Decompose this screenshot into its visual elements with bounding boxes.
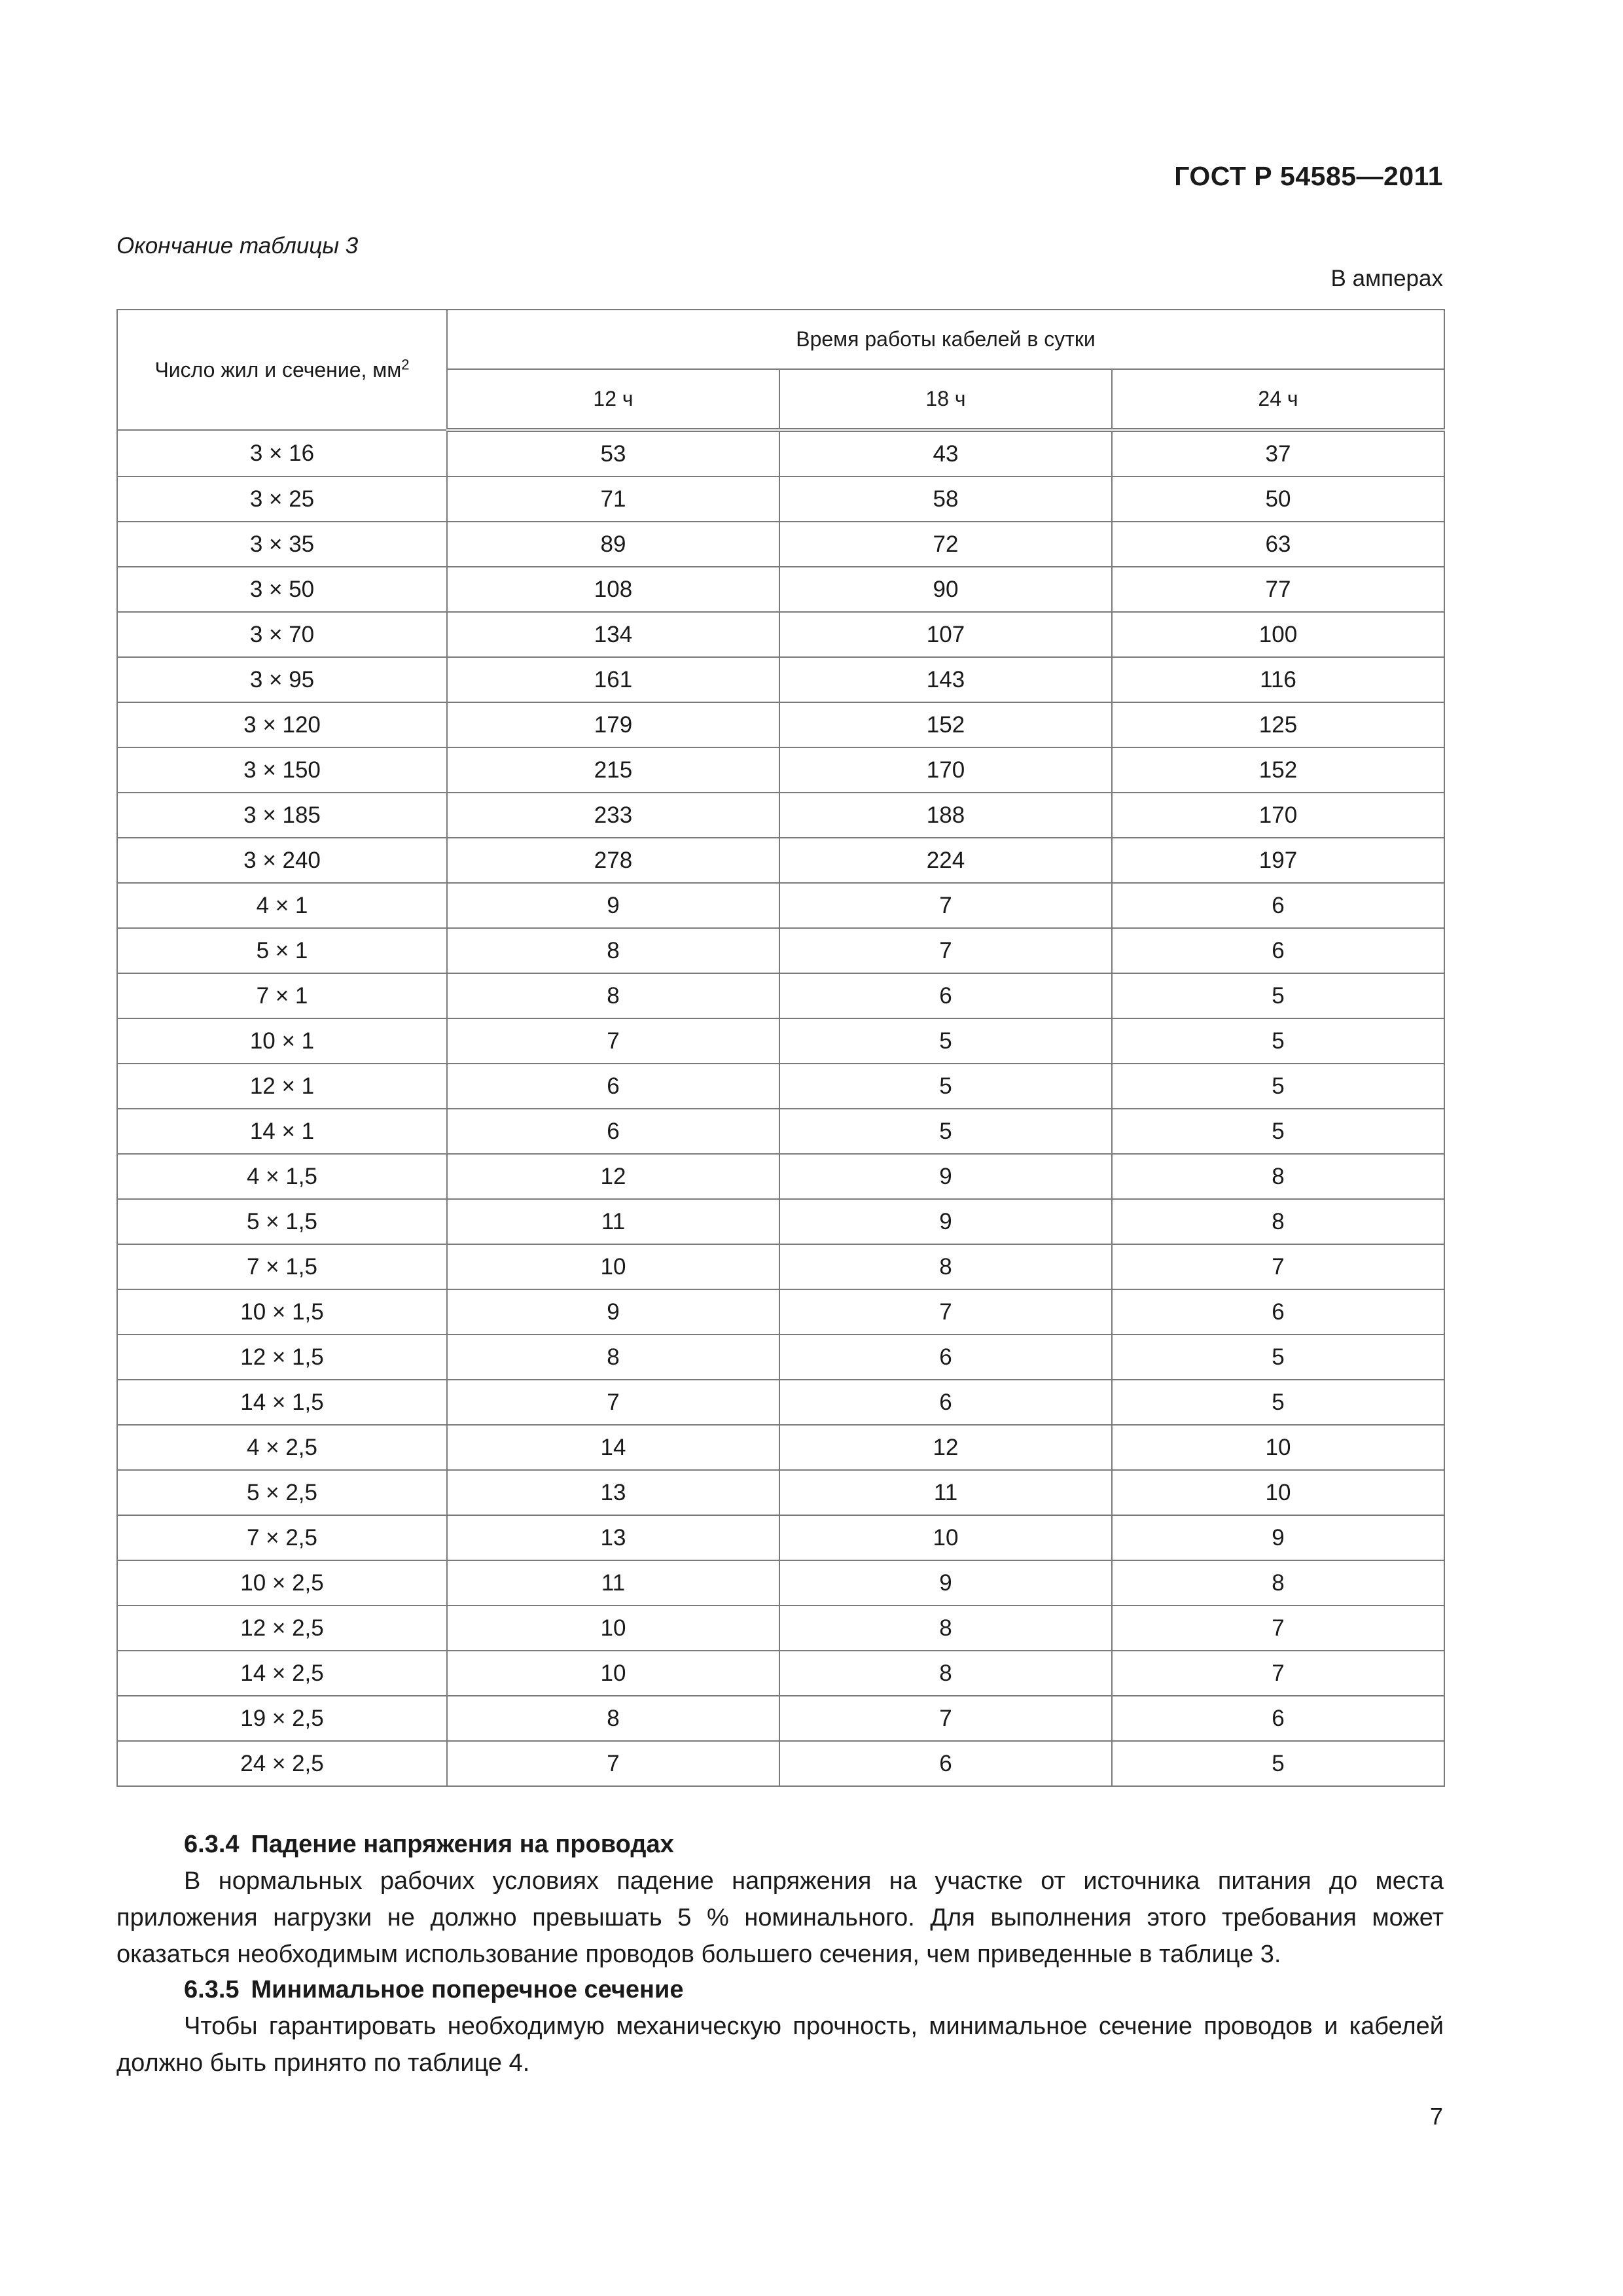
cell-current-value: 5	[1112, 1109, 1444, 1154]
cell-current-value: 7	[447, 1018, 779, 1064]
table-caption: Окончание таблицы 3	[116, 233, 359, 259]
cell-current-value: 11	[447, 1199, 779, 1244]
cell-conductor-size: 7 × 1,5	[117, 1244, 447, 1289]
cell-current-value: 72	[779, 522, 1112, 567]
cell-current-value: 6	[1112, 1696, 1444, 1741]
table-row	[117, 883, 1444, 928]
cell-current-value: 100	[1112, 612, 1444, 657]
cell-current-value: 8	[1112, 1199, 1444, 1244]
cell-current-value: 12	[779, 1425, 1112, 1470]
cell-current-value: 10	[779, 1515, 1112, 1560]
cell-current-value: 9	[779, 1199, 1112, 1244]
page-number: 7	[1429, 2103, 1443, 2130]
cell-conductor-size: 10 × 1,5	[117, 1289, 447, 1335]
cell-current-value: 10	[1112, 1470, 1444, 1515]
cell-conductor-size: 3 × 50	[117, 567, 447, 612]
cell-current-value: 6	[779, 1741, 1112, 1786]
table-row	[117, 430, 1444, 476]
cell-current-value: 13	[447, 1515, 779, 1560]
cell-conductor-size: 4 × 1	[117, 883, 447, 928]
cell-current-value: 8	[447, 973, 779, 1018]
table-row	[117, 657, 1444, 702]
cell-current-value: 215	[447, 747, 779, 793]
cell-current-value: 8	[779, 1651, 1112, 1696]
cell-current-value: 9	[447, 1289, 779, 1335]
cell-conductor-size: 3 × 95	[117, 657, 447, 702]
row-header-label: Число жил и сечение, мм	[154, 357, 402, 382]
cell-conductor-size: 12 × 1	[117, 1064, 447, 1109]
cell-conductor-size: 19 × 2,5	[117, 1696, 447, 1741]
table-row	[117, 1289, 1444, 1335]
table-row	[117, 612, 1444, 657]
table-row	[117, 1470, 1444, 1515]
cell-current-value: 152	[779, 702, 1112, 747]
cell-current-value: 170	[1112, 793, 1444, 838]
table-row	[117, 1064, 1444, 1109]
section-paragraph: В нормальных рабочих условиях падение напряжения на участке от источника питания до места приложения нагрузки не должно превышать 5 % номинального. Для выполнения этого требования может оказаться необходимым использование проводов большего сечения, чем приведенные в таблице 3.	[116, 1867, 1444, 1968]
section-6-3-5	[116, 1971, 1444, 2081]
cell-current-value: 5	[779, 1018, 1112, 1064]
cell-conductor-size: 10 × 1	[117, 1018, 447, 1064]
cell-current-value: 8	[779, 1605, 1112, 1651]
section-number: 6.3.4	[184, 1831, 240, 1858]
cell-current-value: 9	[779, 1560, 1112, 1605]
cell-current-value: 9	[1112, 1515, 1444, 1560]
table-row	[117, 1380, 1444, 1425]
section-paragraph: Чтобы гарантировать необходимую механическую прочность, минимальное сечение проводов и кабелей должно быть принято по таблице 4.	[116, 2013, 1444, 2077]
row-header-superscript: 2	[401, 355, 410, 372]
cell-current-value: 7	[779, 1696, 1112, 1741]
cell-conductor-size: 10 × 2,5	[117, 1560, 447, 1605]
cell-current-value: 278	[447, 838, 779, 883]
cell-current-value: 11	[447, 1560, 779, 1605]
table-row	[117, 1154, 1444, 1199]
cell-conductor-size: 3 × 120	[117, 702, 447, 747]
cell-current-value: 6	[1112, 928, 1444, 973]
cell-current-value: 90	[779, 567, 1112, 612]
cell-conductor-size: 3 × 25	[117, 476, 447, 522]
cell-current-value: 224	[779, 838, 1112, 883]
cell-current-value: 197	[1112, 838, 1444, 883]
cell-conductor-size: 3 × 150	[117, 747, 447, 793]
section-6-3-4	[116, 1826, 1444, 1973]
table-row	[117, 1605, 1444, 1651]
cell-current-value: 9	[779, 1154, 1112, 1199]
cell-current-value: 107	[779, 612, 1112, 657]
cell-current-value: 7	[779, 883, 1112, 928]
group-header: Время работы кабелей в сутки	[447, 310, 1444, 369]
cell-current-value: 58	[779, 476, 1112, 522]
table-row	[117, 838, 1444, 883]
table-row	[117, 928, 1444, 973]
table-row	[117, 522, 1444, 567]
cell-current-value: 7	[779, 928, 1112, 973]
column-header: 24 ч	[1112, 369, 1444, 430]
table-units: В амперах	[1330, 266, 1443, 291]
cell-conductor-size: 12 × 2,5	[117, 1605, 447, 1651]
section-heading	[116, 1971, 1444, 2008]
cell-current-value: 6	[447, 1064, 779, 1109]
cell-current-value: 5	[779, 1064, 1112, 1109]
cell-conductor-size: 3 × 240	[117, 838, 447, 883]
cell-conductor-size: 14 × 2,5	[117, 1651, 447, 1696]
cell-current-value: 5	[1112, 1018, 1444, 1064]
cell-current-value: 5	[1112, 973, 1444, 1018]
cell-current-value: 8	[1112, 1560, 1444, 1605]
table-row	[117, 1515, 1444, 1560]
table-row	[117, 1560, 1444, 1605]
section-number: 6.3.5	[184, 1976, 240, 2003]
cell-current-value: 10	[447, 1244, 779, 1289]
table-row	[117, 793, 1444, 838]
table-row	[117, 973, 1444, 1018]
cell-current-value: 134	[447, 612, 779, 657]
cell-conductor-size: 3 × 16	[117, 430, 447, 476]
cell-current-value: 6	[779, 1380, 1112, 1425]
table-row	[117, 1244, 1444, 1289]
row-header-cell	[117, 310, 447, 430]
cell-current-value: 37	[1112, 430, 1444, 476]
cell-current-value: 10	[447, 1605, 779, 1651]
cell-conductor-size: 7 × 1	[117, 973, 447, 1018]
cell-conductor-size: 24 × 2,5	[117, 1741, 447, 1786]
table-body	[117, 430, 1444, 1786]
cell-conductor-size: 7 × 2,5	[117, 1515, 447, 1560]
cell-current-value: 6	[447, 1109, 779, 1154]
cell-current-value: 5	[1112, 1380, 1444, 1425]
cell-current-value: 89	[447, 522, 779, 567]
cell-conductor-size: 14 × 1,5	[117, 1380, 447, 1425]
table-row	[117, 1335, 1444, 1380]
cell-current-value: 116	[1112, 657, 1444, 702]
cell-current-value: 8	[447, 928, 779, 973]
cell-conductor-size: 5 × 1,5	[117, 1199, 447, 1244]
cell-current-value: 6	[779, 1335, 1112, 1380]
cell-current-value: 7	[1112, 1605, 1444, 1651]
cell-current-value: 188	[779, 793, 1112, 838]
table-row	[117, 747, 1444, 793]
cell-current-value: 9	[447, 883, 779, 928]
cell-conductor-size: 3 × 70	[117, 612, 447, 657]
cell-current-value: 152	[1112, 747, 1444, 793]
cell-conductor-size: 4 × 2,5	[117, 1425, 447, 1470]
cell-conductor-size: 12 × 1,5	[117, 1335, 447, 1380]
cell-current-value: 12	[447, 1154, 779, 1199]
table-row	[117, 1741, 1444, 1786]
cell-current-value: 233	[447, 793, 779, 838]
cell-current-value: 170	[779, 747, 1112, 793]
cell-current-value: 8	[779, 1244, 1112, 1289]
cell-current-value: 125	[1112, 702, 1444, 747]
cell-current-value: 5	[779, 1109, 1112, 1154]
table-row	[117, 567, 1444, 612]
cell-current-value: 5	[1112, 1335, 1444, 1380]
cell-current-value: 63	[1112, 522, 1444, 567]
cell-current-value: 6	[1112, 883, 1444, 928]
cell-current-value: 6	[779, 973, 1112, 1018]
cell-current-value: 10	[447, 1651, 779, 1696]
cell-current-value: 6	[1112, 1289, 1444, 1335]
cell-current-value: 71	[447, 476, 779, 522]
table-row	[117, 1425, 1444, 1470]
cell-current-value: 11	[779, 1470, 1112, 1515]
table-row	[117, 476, 1444, 522]
document-code: ГОСТ Р 54585—2011	[1174, 161, 1443, 191]
cell-current-value: 50	[1112, 476, 1444, 522]
cell-current-value: 7	[1112, 1244, 1444, 1289]
cell-current-value: 8	[447, 1335, 779, 1380]
table-row	[117, 1651, 1444, 1696]
cell-current-value: 179	[447, 702, 779, 747]
table-row	[117, 702, 1444, 747]
table-row	[117, 1018, 1444, 1064]
cell-conductor-size: 4 × 1,5	[117, 1154, 447, 1199]
column-header: 18 ч	[779, 369, 1112, 430]
cell-current-value: 143	[779, 657, 1112, 702]
cell-current-value: 108	[447, 567, 779, 612]
cell-current-value: 10	[1112, 1425, 1444, 1470]
cell-conductor-size: 5 × 2,5	[117, 1470, 447, 1515]
section-heading	[116, 1826, 1444, 1863]
cell-current-value: 7	[1112, 1651, 1444, 1696]
cell-conductor-size: 5 × 1	[117, 928, 447, 973]
cell-current-value: 13	[447, 1470, 779, 1515]
cell-current-value: 8	[447, 1696, 779, 1741]
table-row	[117, 1109, 1444, 1154]
cell-current-value: 5	[1112, 1741, 1444, 1786]
section-title: Минимальное поперечное сечение	[251, 1976, 684, 2003]
table-row	[117, 1199, 1444, 1244]
cell-current-value: 53	[447, 430, 779, 476]
cell-current-value: 161	[447, 657, 779, 702]
cell-current-value: 7	[779, 1289, 1112, 1335]
cell-conductor-size: 3 × 35	[117, 522, 447, 567]
column-header: 12 ч	[447, 369, 779, 430]
cell-conductor-size: 3 × 185	[117, 793, 447, 838]
cell-current-value: 77	[1112, 567, 1444, 612]
section-title: Падение напряжения на проводах	[251, 1831, 674, 1858]
cell-current-value: 5	[1112, 1064, 1444, 1109]
cell-conductor-size: 14 × 1	[117, 1109, 447, 1154]
cell-current-value: 14	[447, 1425, 779, 1470]
cell-current-value: 8	[1112, 1154, 1444, 1199]
cell-current-value: 43	[779, 430, 1112, 476]
cell-current-value: 7	[447, 1380, 779, 1425]
cell-current-value: 7	[447, 1741, 779, 1786]
current-table	[116, 309, 1445, 1787]
table-row	[117, 1696, 1444, 1741]
